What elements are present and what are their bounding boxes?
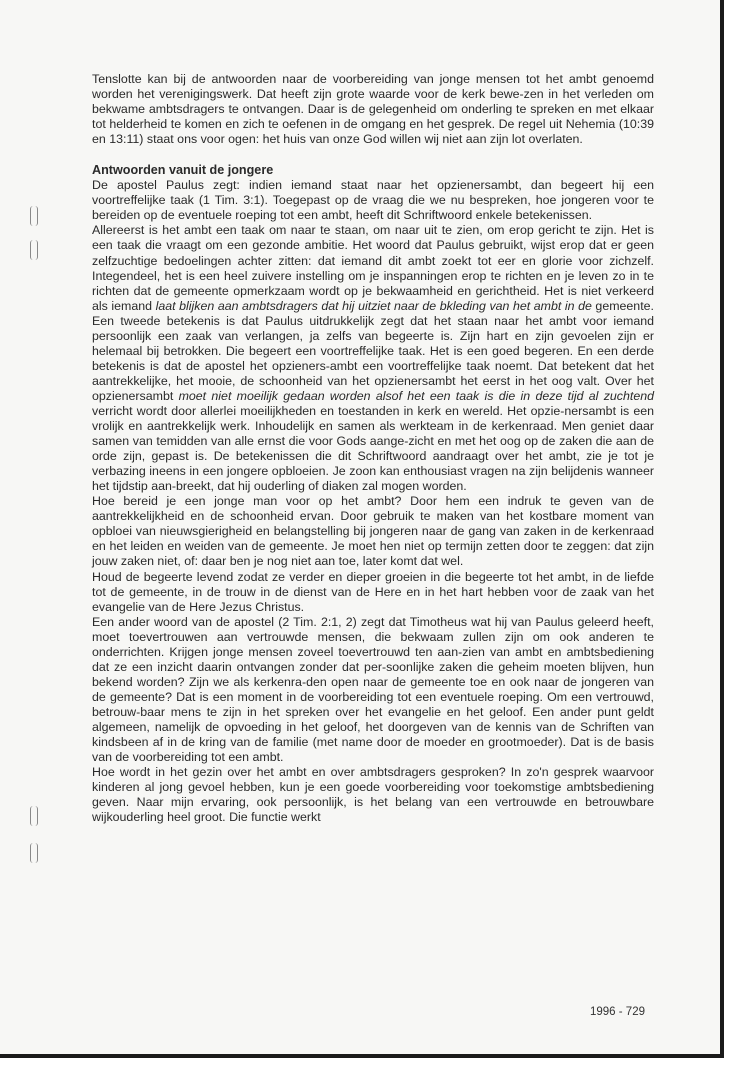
paragraph: Hoe wordt in het gezin over het ambt en over ambtsdragers gesproken? In zo'n gesprek waarvoor kinderen al jong gevoel hebben, kun je een goede voorbereiding voor toekomstige ambtsbediening geven. Naar mijn ervaring, ook persoonlijk, is het belang van een vertrouwde en betrouwbare wijkouderling heel groot. Die functie werkt: [92, 765, 654, 825]
article-body: [92, 72, 654, 825]
text-run: gemeente. Een tweede betekenis is dat Paulus uitdrukkelijk zegt dat het staan naar het ambt voor iemand persoonlijk een zaak van verlangen, ja zelfs van begeerte is. Zijn hart en zijn gevoelen zijn er helemaal bij betrokken. Die begeert een voortreffelijke taak. Het is een goed begeren. En een derde betekenis is dat de apostel het opzieners-ambt een voortreffelijke taak noemt. Dat betekent dat het aantrekkelijke, het mooie, de schoonheid van het opzienersambt het eerst in het oog valt. Over het opzienersambt: [92, 298, 654, 403]
text-run: verricht wordt door allerlei moeilijkheden en toestanden in kerk en wereld. Het opzie-nersambt is een vrolijk en aantrekkelijk werk. Inhoudelijk en samen als werkteam in de kerkenraad. Men geniet daar samen van temidden van alle ernst die voor Gods aange-zicht en met het oog op de zaken die aan de orde zijn, gepast is. De betekenissen die dit Schriftwoord aandraagt over het ambt, zie je tot je verbazing ineens in een jongere opbloeien. Je zoon kan enthousiast vragen na zijn belijdenis wanneer het tijdstip aan-breekt, dat hij ouderling of diaken zal mogen worden.: [92, 403, 654, 494]
paragraph: Een ander woord van de apostel (2 Tim. 2:1, 2) zegt dat Timotheus wat hij van Paulus geleerd heeft, moet toevertrouwen aan vertrouwde mensen, die bekwaam zullen zijn om ook anderen te onderrichten. Krijgen jonge mensen zoveel toevertrouwd ten aan-zien van ambt en ambtsbediening dat ze een inzicht daarin ontvangen zonder dat per-soonlijke zaken die geheim moeten blijven, hun bekend worden? Zijn we als kerkenra-den open naar de gemeente toe en ook naar de jongeren van de gemeente? Dat is een moment in de voorbereiding tot een eventuele roeping. Om een vertrouwd, betrouw-baar mens te zijn in het spreken over het evangelie en het geloof. Een ander punt geldt algemeen, namelijk de opvoeding in het geloof, het doorgeven van de kennis van de Schriften van kindsbeen af in de kring van de familie (met name door de moeder en grootmoeder). Dat is de basis van de voorbereiding tot een ambt.: [92, 614, 654, 765]
section-heading: Antwoorden vanuit de jongere: [92, 163, 274, 178]
binding-hole-mark: [30, 806, 38, 826]
italic-text: moet niet moeilijk gedaan worden alsof het een taak is die in deze tijd al zuchtend: [178, 388, 654, 403]
text-run: Allereerst is het ambt een taak om naar te staan, om naar uit te zien, om erop gericht te zijn. Het is een taak die vraagt om een gezonde ambitie. Het woord dat Paulus gebruikt, wijst erop dat er geen zelfzuchtige bedoelingen achter zitten: dat iemand dit ambt zoekt tot eer en glorie voor zichzelf. Integendeel, het is een heel zuivere instelling om je inspanningen erop te richten en je leven zo in te richten dat de gemeente opmerkzaam wordt op je bekwaamheid en gerichtheid. Het is niet verkeerd als iemand: [92, 223, 654, 313]
page-number: 1996 - 729: [590, 1006, 645, 1018]
binding-hole-mark: [30, 206, 38, 226]
italic-text: laat blijken aan ambtsdragers dat hij uitziet naar de bkleding van het ambt in de: [155, 298, 592, 313]
paragraph: Tenslotte kan bij de antwoorden naar de voorbereiding van jonge mensen tot het ambt genoemd worden het verenigingswerk. Dat heeft zijn grote waarde voor de kerk bewe-zen in het verleden om bekwame ambtsdragers te ontvangen. Daar is de gelegenheid om onderling te spreken en met elkaar tot helderheid te komen en zich te oefenen in de omgang en het gesprek. De regel uit Nehemia (10:39 en 13:11) staat ons voor ogen: het huis van onze God willen wij niet aan zijn lot overlaten.: [92, 72, 654, 147]
paragraph: De apostel Paulus zegt: indien iemand staat naar het opzienersambt, dan begeert hij een voortreffelijke taak (1 Tim. 3:1). Toegepast op de vraag die we nu bespreken, hoe jongeren voor te bereiden op de eventuele roeping tot een ambt, heeft dit Schriftwoord enkele betekenissen.: [92, 178, 654, 223]
paragraph: Hoe bereid je een jonge man voor op het ambt? Door hem een indruk te geven van de aantrekkelijkheid en de schoonheid ervan. Door gebruik te maken van het kostbare moment van opbloei van nieuwsgierigheid en belangstelling bij jongeren naar de gang van zaken in de kerkenraad en het leiden en weiden van de gemeente. Je moet hen niet op termijn zetten door te zeggen: dat zijn jouw zaken niet, of: daar ben je nog niet aan toe, later komt dat wel.: [92, 494, 654, 569]
paragraph: Houd de begeerte levend zodat ze verder en dieper groeien in die begeerte tot het ambt, in de liefde tot de gemeente, in de trouw in de dienst van de Here en in het hart hebben voor de zaak van het evangelie van de Here Jezus Christus.: [92, 569, 654, 614]
binding-hole-mark: [30, 843, 38, 863]
paragraph: [92, 223, 654, 494]
binding-hole-mark: [30, 240, 38, 260]
